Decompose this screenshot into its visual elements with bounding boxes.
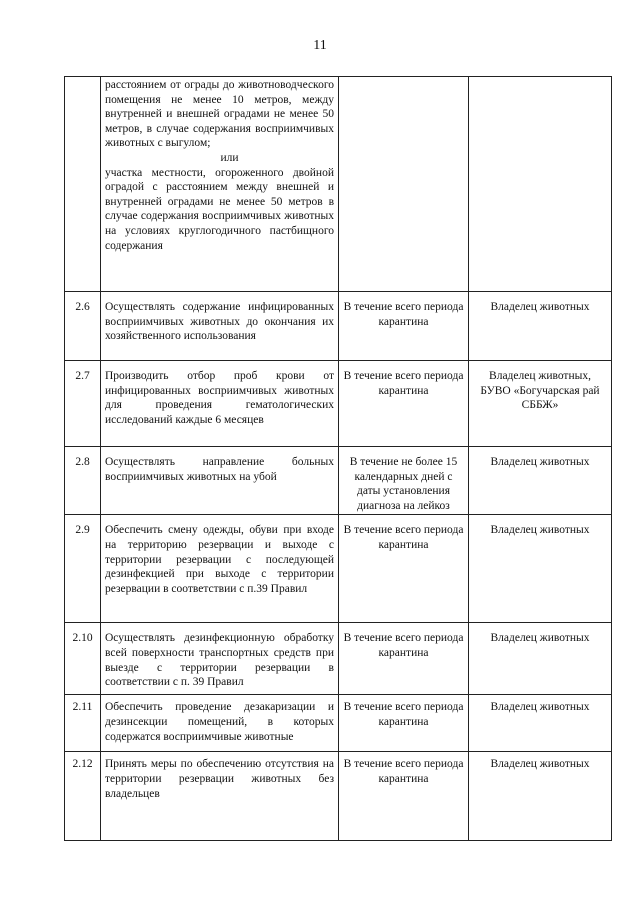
action-text: Принять меры по обеспечению отсутствия на территории резервации животных без владельцев — [101, 752, 339, 841]
item-number: 2.6 — [65, 292, 101, 361]
period-text: В течение всего периода карантина — [339, 752, 469, 841]
table-row — [65, 752, 612, 841]
item-number: 2.10 — [65, 623, 101, 695]
continuation-text-1: расстоянием от ограды до животноводческого помещения не менее 10 метров, между внутренней и внешней оградами не менее 50 метров, в случае содержания восприимчивых животных с выгулом; — [105, 79, 334, 150]
table-row — [65, 361, 612, 447]
period-text: В течение всего периода карантина — [339, 515, 469, 623]
action-text: Производить отбор проб крови от инфицированных восприимчивых животных для проведения гематологических исследований каждые 6 месяцев — [101, 361, 339, 447]
table-row — [65, 292, 612, 361]
period-text: В течение всего периода карантина — [339, 361, 469, 447]
item-number-cell — [65, 77, 101, 292]
item-number: 2.9 — [65, 515, 101, 623]
continuation-text-2: участка местности, огороженного двойной оградой с расстоянием между внешней и внутренней оградами не менее 50 метров в случае содержания восприимчивых животных на условиях круглогодичного пастбищного содержания — [105, 166, 334, 252]
item-number: 2.7 — [65, 361, 101, 447]
item-number: 2.8 — [65, 447, 101, 515]
responsible-text: Владелец животных, БУВО «Богучарская рай СББЖ» — [469, 361, 612, 447]
action-text: Обеспечить смену одежды, обуви при входе на территорию резервации и выходе с территории резервации с последующей дезинфекцией при выходе с территории резервации в соответствии с п.39 Правил — [101, 515, 339, 623]
responsible-text: Владелец животных — [469, 292, 612, 361]
item-number: 2.12 — [65, 752, 101, 841]
action-text: Осуществлять дезинфекционную обработку всей поверхности транспортных средств при выезде с территории резервации в соответствии с п. 39 Правил — [101, 623, 339, 695]
item-number: 2.11 — [65, 695, 101, 752]
table-row — [65, 515, 612, 623]
period-text: В течение не более 15 календарных дней с даты установления диагноза на лейкоз — [339, 447, 469, 515]
action-cell — [101, 77, 339, 292]
responsible-cell — [469, 77, 612, 292]
continuation-or: или — [220, 151, 239, 164]
table-row-continuation — [65, 77, 612, 292]
period-text: В течение всего периода карантина — [339, 695, 469, 752]
responsible-text: Владелец животных — [469, 752, 612, 841]
responsible-text: Владелец животных — [469, 447, 612, 515]
table-row — [65, 695, 612, 752]
measures-table — [64, 76, 612, 841]
period-cell — [339, 77, 469, 292]
responsible-text: Владелец животных — [469, 695, 612, 752]
action-text: Осуществлять содержание инфицированных восприимчивых животных до окончания их хозяйственного использования — [101, 292, 339, 361]
responsible-text: Владелец животных — [469, 623, 612, 695]
responsible-text: Владелец животных — [469, 515, 612, 623]
action-text: Осуществлять направление больных восприимчивых животных на убой — [101, 447, 339, 515]
period-text: В течение всего периода карантина — [339, 623, 469, 695]
table-row — [65, 623, 612, 695]
table-row — [65, 447, 612, 515]
page-number: 11 — [313, 38, 327, 53]
period-text: В течение всего периода карантина — [339, 292, 469, 361]
action-text: Обеспечить проведение дезакаризации и дезинсекции помещений, в которых содержатся восприимчивые животные — [101, 695, 339, 752]
